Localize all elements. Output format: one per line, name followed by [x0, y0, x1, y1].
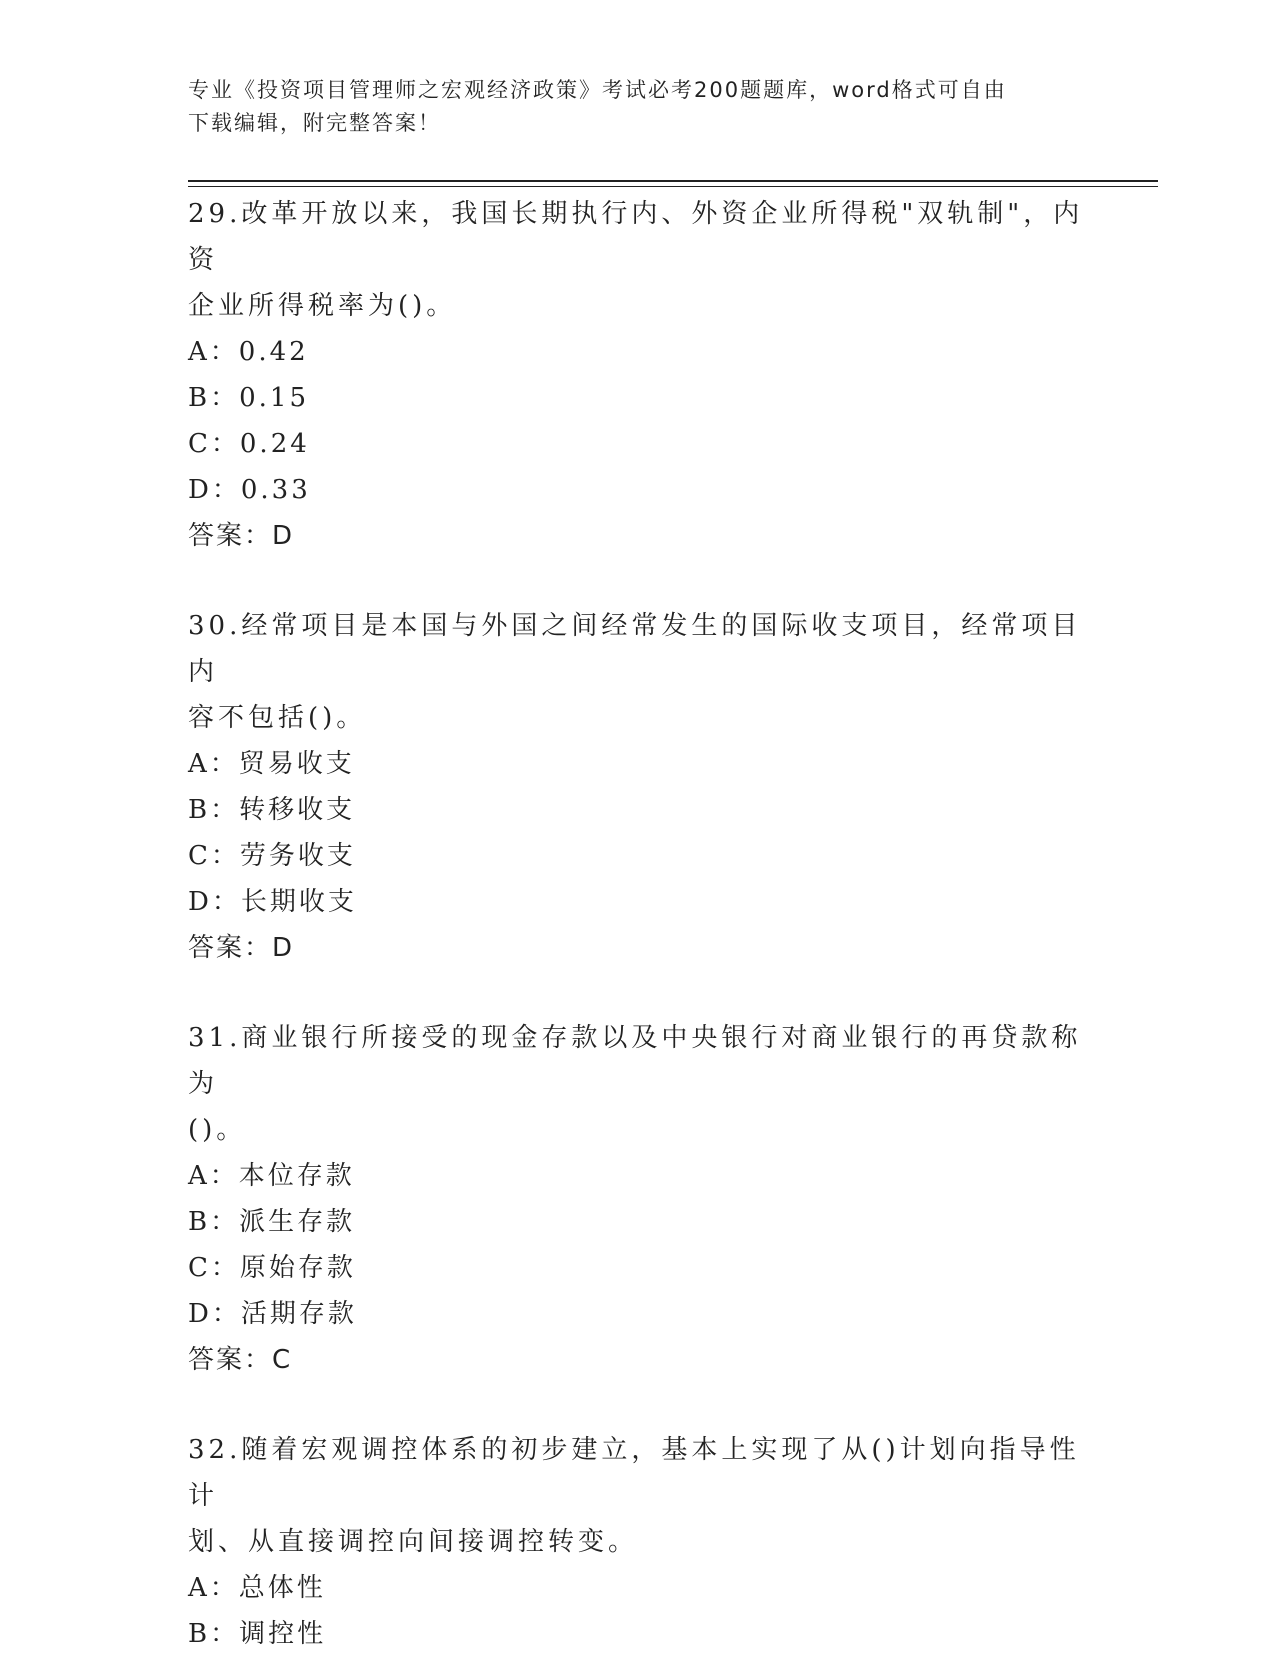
question-stem-line: 容不包括()。	[188, 703, 367, 733]
option-a: A：本位存款	[188, 1161, 355, 1191]
question-list	[188, 191, 1088, 1657]
question-stem-line: 32.随着宏观调控体系的初步建立，基本上实现了从()计划向指导性计	[188, 1435, 1080, 1511]
question-29	[188, 191, 1088, 559]
answer-label: 答案：D	[188, 521, 295, 551]
question-stem-line: 划、从直接调控向间接调控转变。	[188, 1527, 639, 1557]
option-b: B：调控性	[188, 1619, 327, 1649]
question-31	[188, 1015, 1088, 1383]
question-stem-line: 31.商业银行所接受的现金存款以及中央银行对商业银行的再贷款称为	[188, 1023, 1082, 1099]
option-c: C：原始存款	[188, 1253, 356, 1283]
option-a: A：贸易收支	[188, 749, 355, 779]
question-32	[188, 1427, 1088, 1657]
option-b: B：0.15	[188, 383, 309, 413]
question-30	[188, 603, 1088, 971]
option-c: C：0.24	[188, 429, 310, 459]
header-line-1: 专业《投资项目管理师之宏观经济政策》考试必考200题题库，word格式可自由	[188, 78, 1007, 102]
option-d: D：0.33	[188, 475, 311, 505]
option-b: B：派生存款	[188, 1207, 356, 1237]
question-stem-line: 29.改革开放以来，我国长期执行内、外资企业所得税"双轨制"，内资	[188, 199, 1084, 275]
answer-label: 答案：C	[188, 1345, 293, 1375]
option-c: C：劳务收支	[188, 841, 356, 871]
option-b: B：转移收支	[188, 795, 356, 825]
header-divider-thin	[188, 186, 1158, 187]
document-header	[188, 74, 1088, 140]
option-a: A：总体性	[188, 1573, 326, 1603]
option-a: A：0.42	[188, 337, 309, 367]
question-stem-line: ()。	[188, 1115, 247, 1145]
question-stem-line: 30.经常项目是本国与外国之间经常发生的国际收支项目，经常项目内	[188, 611, 1082, 687]
option-d: D：长期收支	[188, 887, 357, 917]
answer-label: 答案：D	[188, 933, 295, 963]
header-line-2: 下载编辑，附完整答案！	[188, 111, 441, 135]
option-d: D：活期存款	[188, 1299, 357, 1329]
header-divider-thick	[188, 180, 1158, 182]
question-stem-line: 企业所得税率为()。	[188, 291, 457, 321]
